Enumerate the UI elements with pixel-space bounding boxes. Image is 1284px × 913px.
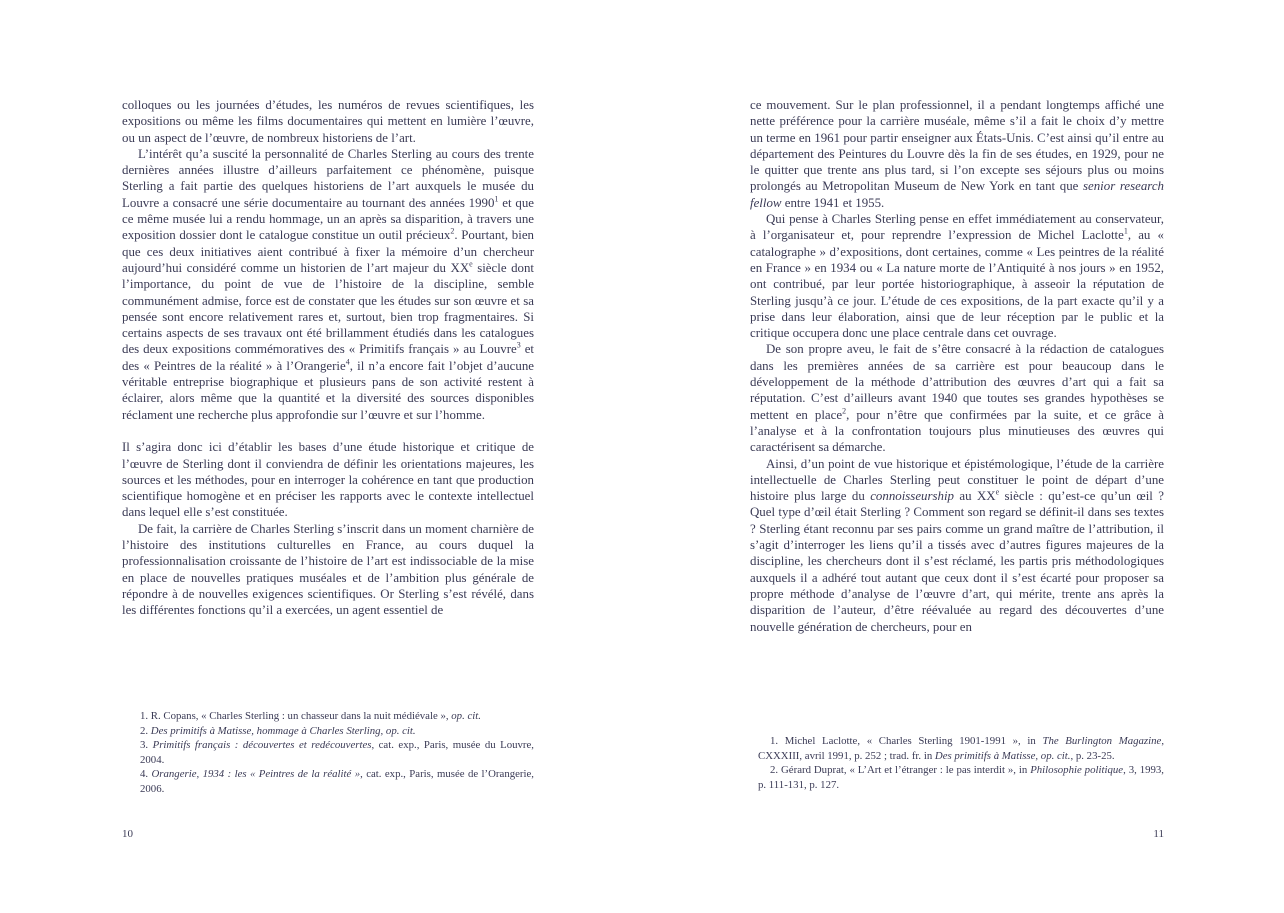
paragraph: L’intérêt qu’a suscité la personnalité de Charles Sterling au cours des trente dernières années illustre d’ailleurs parfaitement ce phénomène, puisque Sterling a fait partie des quelques historiens de l’art auxquels le musée du Louvre a consacré une série documentaire au tournant des années 1990$^1$ et que ce même musée lui a rendu hommage, un an après sa disparition, à travers une exposition dossier dont le catalogue constitue un outil précieux$^2$. Pourtant, bien que ces deux initiatives aient contribué à fixer la mémoire d’un chercheur aujourd’hui considéré comme un historien de l’art majeur du XXe siècle dont l’importance, du point de vue de l’histoire de la discipline, semble communément admise, force est de constater que les études sur son œuvre et sa pensée sont encore relativement rares et, surtout, bien trop fragmentaires. Si certains aspects de ses travaux ont été brillamment étudiés dans les catalogues des deux expositions commémoratives des « Primitifs français » au Louvre$^3$ et des « Peintres de la réalité » à l’Orangerie$^4$, il n’a encore fait l’objet d’aucune véritable entreprise biographique et plusieurs pans de son activité restent à éclairer, alors même que la quantité et la diversité des sources disponibles réclament une recherche plus approfondie sur l’œuvre et sur l’homme.: [122, 146, 535, 422]
paragraph: Il s’agira donc ici d’établir les bases d’une étude historique et critique de l’œuvre de Sterling dont il conviendra de définir les orientations majeures, les sources et les méthodes, pour en interroger la cohérence en tant que production scientifique homogène et en préciser les rapports avec le contexte intellectuel dans lequel elle s’est constituée.: [122, 440, 534, 520]
paragraph: ce mouvement. Sur le plan professionnel, il a pendant longtemps affiché une nette préférence pour la carrière muséale, même s’il a fait le choix d’y mettre un terme en 1961 pour partir enseigner aux États-Unis. C’est ainsi qu’il entre au département des Peintures du Louvre dès la fin de ses études, en 1929, pour ne le quitter que trente ans plus tard, si l’on excepte ses séjours plus ou moins prolongés au Metropolitan Museum de New York en tant que senior research fellow entre 1941 et 1955.: [750, 98, 1164, 210]
footnote: 2. Des primitifs à Matisse, hommage à Charles Sterling, op. cit.: [140, 724, 416, 737]
paragraph: Qui pense à Charles Sterling pense en effet immédiatement au conservateur, à l’organisateur et, pour reprendre l’expression de Michel Laclotte$^1$, au « catalographe » d’expositions, dont certaines, comme « Les peintres de la réalité en France » en 1934 ou « La nature morte de l’Antiquité à nos jours » en 1952, ont contribué, par leur portée historiographique, à asseoir la réputation de Sterling jusqu’à ce jour. L’étude de ces expositions, de la part exacte qu’il y a prise dans leur élaboration, ainsi que de leur réception par le public et la critique occupera donc une place centrale dans cet ouvrage.: [750, 212, 1164, 341]
footnote: 4. Orangerie, 1934 : les « Peintres de la réalité », cat. exp., Paris, musée de l’Orangerie, 2006.: [140, 768, 534, 795]
footnote-block: [140, 709, 534, 797]
page-number: 11: [1153, 828, 1164, 840]
body-text: [750, 97, 1164, 635]
footnote: 3. Primitifs français : découvertes et redécouvertes, cat. exp., Paris, musée du Louvre, 2004.: [140, 739, 535, 766]
body-text: [122, 97, 534, 619]
paragraph: De son propre aveu, le fait de s’être consacré à la rédaction de catalogues dans les premières années de sa carrière est pour beaucoup dans le développement de la méthode d’attribution des œuvres d’art qui a fait sa réputation. C’est d’ailleurs avant 1940 que toutes ses grandes hypothèses se mettent en place$^2$, pour n’être que confirmées par la suite, et ce grâce à l’analyse et à la confrontation toujours plus minutieuses des œuvres qui caractérisent sa démarche.: [750, 342, 1164, 455]
footnote: 1. R. Copans, « Charles Sterling : un chasseur dans la nuit médiévale », op. cit.: [140, 710, 481, 722]
page-number: 10: [122, 828, 133, 840]
paragraph: Ainsi, d’un point de vue historique et épistémologique, l’étude de la carrière intellectuelle de Charles Sterling peut constituer le point de départ d’une histoire plus large du connoisseurship au XXe siècle : qu’est-ce qu’un œil ? Quel type d’œil était Sterling ? Comment son regard se définit-il dans ses textes ? Sterling étant reconnu par ses pairs comme un grand maître de l’attribution, il s’agit d’interroger les liens qu’il a tissés avec d’autres figures majeures de la discipline, les chercheurs dont il s’est réclamé, les partis pris méthodologiques auxquels il a adhéré tout autant que ceux dont il s’est écarté pour proposer sa propre méthode d’analyse de l’œuvre d’art, qui mérite, trente ans après la disparition de l’auteur, d’être réévaluée au regard des découvertes d’une nouvelle génération de chercheurs, pour en: [750, 456, 1164, 634]
footnote: 1. Michel Laclotte, « Charles Sterling 1901-1991 », in The Burlington Magazine, CXXXIII, avril 1991, p. 252 ; trad. fr. in Des primitifs à Matisse, op. cit., p. 23-25.: [758, 735, 1165, 762]
footnote-block: [758, 734, 1164, 792]
paragraph: colloques ou les journées d’études, les numéros de revues scientifiques, les expositions ou même les films documentaires qui mettent en lumière l’œuvre, ou un aspect de l’œuvre, de nombreux historiens de l’art.: [122, 98, 534, 145]
footnote: 2. Gérard Duprat, « L’Art et l’étranger : le pas interdit », in Philosophie politique, 3, 1993, p. 111-131, p. 127.: [758, 764, 1164, 791]
page-right: [642, 0, 1284, 913]
paragraph: De fait, la carrière de Charles Sterling s’inscrit dans un moment charnière de l’histoire des institutions culturelles en France, au cours duquel la professionnalisation croissante de l’histoire de l’art est indissociable de la mise en place de nouvelles pratiques muséales et de l’ambition plus générale de répondre à de nouvelles exigences scientifiques. Or Sterling s’est révélé, dans les différentes fonctions qu’il a exercées, un agent essentiel de: [122, 521, 534, 618]
